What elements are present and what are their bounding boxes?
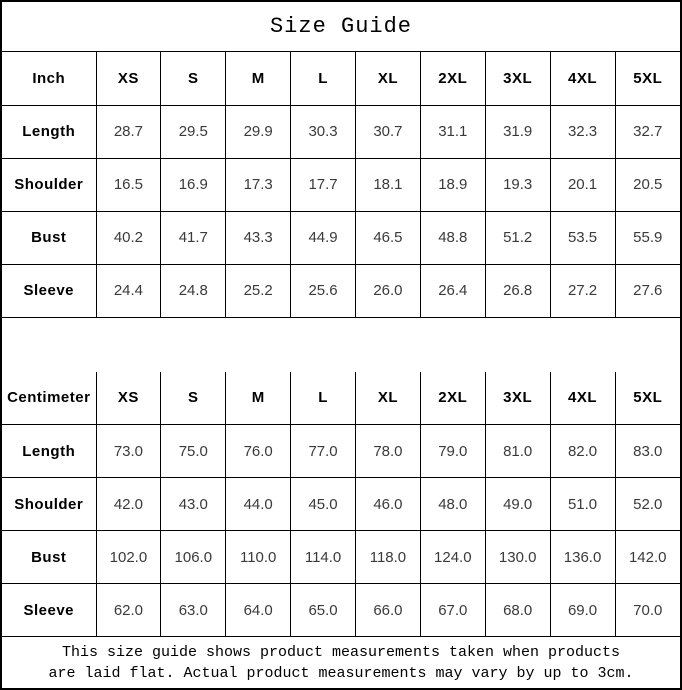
measurement-cell: 32.7 bbox=[615, 105, 680, 158]
measurement-cell: 16.9 bbox=[161, 158, 226, 211]
measurement-cell: 51.2 bbox=[485, 211, 550, 264]
measurement-row bbox=[2, 158, 680, 211]
row-label-cell: Shoulder bbox=[2, 478, 96, 531]
measurement-cell: 32.3 bbox=[550, 105, 615, 158]
measurement-cell: 26.4 bbox=[420, 264, 485, 317]
size-header-cell: 5XL bbox=[615, 52, 680, 105]
size-header-cell: 2XL bbox=[420, 372, 485, 425]
measurement-cell: 52.0 bbox=[615, 478, 680, 531]
measurement-cell: 110.0 bbox=[226, 531, 291, 584]
measurement-cell: 46.5 bbox=[356, 211, 421, 264]
measurement-row bbox=[2, 478, 680, 531]
measurement-cell: 114.0 bbox=[291, 531, 356, 584]
size-header-cell: L bbox=[291, 372, 356, 425]
measurement-cell: 29.9 bbox=[226, 105, 291, 158]
row-label-cell: Shoulder bbox=[2, 158, 96, 211]
measurement-cell: 46.0 bbox=[356, 478, 421, 531]
unit-label-cell: Inch bbox=[2, 52, 96, 105]
measurement-cell: 44.0 bbox=[226, 478, 291, 531]
measurement-cell: 70.0 bbox=[615, 584, 680, 637]
size-table-inch bbox=[2, 52, 680, 318]
measurement-cell: 130.0 bbox=[485, 531, 550, 584]
measurement-cell: 76.0 bbox=[226, 425, 291, 478]
measurement-cell: 48.0 bbox=[420, 478, 485, 531]
measurement-cell: 17.7 bbox=[291, 158, 356, 211]
measurement-cell: 55.9 bbox=[615, 211, 680, 264]
row-label-cell: Bust bbox=[2, 531, 96, 584]
measurement-cell: 83.0 bbox=[615, 425, 680, 478]
measurement-cell: 43.3 bbox=[226, 211, 291, 264]
measurement-cell: 28.7 bbox=[96, 105, 161, 158]
size-header-cell: M bbox=[226, 372, 291, 425]
measurement-cell: 49.0 bbox=[485, 478, 550, 531]
measurement-row bbox=[2, 264, 680, 317]
measurement-cell: 31.1 bbox=[420, 105, 485, 158]
measurement-cell: 25.2 bbox=[226, 264, 291, 317]
measurement-cell: 79.0 bbox=[420, 425, 485, 478]
unit-label-cell: Centimeter bbox=[2, 372, 96, 425]
measurement-cell: 41.7 bbox=[161, 211, 226, 264]
size-header-cell: S bbox=[161, 52, 226, 105]
measurement-cell: 66.0 bbox=[356, 584, 421, 637]
size-table-centimeter bbox=[2, 372, 680, 638]
measurement-cell: 19.3 bbox=[485, 158, 550, 211]
measurement-row bbox=[2, 425, 680, 478]
size-header-cell: XS bbox=[96, 372, 161, 425]
measurement-cell: 26.8 bbox=[485, 264, 550, 317]
measurement-row bbox=[2, 531, 680, 584]
size-header-cell: 4XL bbox=[550, 372, 615, 425]
footer-note-line: This size guide shows product measurements taken when products bbox=[61, 643, 621, 661]
measurement-cell: 26.0 bbox=[356, 264, 421, 317]
measurement-cell: 16.5 bbox=[96, 158, 161, 211]
measurement-row bbox=[2, 584, 680, 637]
measurement-cell: 24.4 bbox=[96, 264, 161, 317]
size-header-cell: 3XL bbox=[485, 372, 550, 425]
measurement-cell: 40.2 bbox=[96, 211, 161, 264]
measurement-cell: 75.0 bbox=[161, 425, 226, 478]
size-header-cell: L bbox=[291, 52, 356, 105]
measurement-cell: 77.0 bbox=[291, 425, 356, 478]
measurement-cell: 118.0 bbox=[356, 531, 421, 584]
measurement-cell: 44.9 bbox=[291, 211, 356, 264]
measurement-cell: 136.0 bbox=[550, 531, 615, 584]
size-header-row bbox=[2, 372, 680, 425]
measurement-cell: 67.0 bbox=[420, 584, 485, 637]
size-header-cell: S bbox=[161, 372, 226, 425]
measurement-cell: 102.0 bbox=[96, 531, 161, 584]
measurement-row bbox=[2, 211, 680, 264]
measurement-cell: 42.0 bbox=[96, 478, 161, 531]
measurement-cell: 30.7 bbox=[356, 105, 421, 158]
measurement-cell: 31.9 bbox=[485, 105, 550, 158]
measurement-cell: 18.1 bbox=[356, 158, 421, 211]
page-title: Size Guide bbox=[2, 2, 680, 52]
measurement-cell: 25.6 bbox=[291, 264, 356, 317]
row-label-cell: Length bbox=[2, 105, 96, 158]
measurement-cell: 63.0 bbox=[161, 584, 226, 637]
measurement-cell: 24.8 bbox=[161, 264, 226, 317]
size-header-cell: XL bbox=[356, 372, 421, 425]
size-header-cell: 4XL bbox=[550, 52, 615, 105]
measurement-cell: 69.0 bbox=[550, 584, 615, 637]
measurement-cell: 106.0 bbox=[161, 531, 226, 584]
size-header-cell: XS bbox=[96, 52, 161, 105]
measurement-cell: 20.1 bbox=[550, 158, 615, 211]
row-label-cell: Bust bbox=[2, 211, 96, 264]
measurement-cell: 62.0 bbox=[96, 584, 161, 637]
size-header-cell: M bbox=[226, 52, 291, 105]
measurement-cell: 27.6 bbox=[615, 264, 680, 317]
footer-note-line: are laid flat. Actual product measurements may vary by up to 3cm. bbox=[48, 664, 634, 682]
row-label-cell: Sleeve bbox=[2, 584, 96, 637]
size-header-row bbox=[2, 52, 680, 105]
size-header-cell: 3XL bbox=[485, 52, 550, 105]
size-header-cell: 2XL bbox=[420, 52, 485, 105]
measurement-row bbox=[2, 105, 680, 158]
measurement-cell: 27.2 bbox=[550, 264, 615, 317]
size-header-cell: 5XL bbox=[615, 372, 680, 425]
row-label-cell: Length bbox=[2, 425, 96, 478]
measurement-cell: 48.8 bbox=[420, 211, 485, 264]
footer-note bbox=[2, 637, 680, 688]
measurement-cell: 43.0 bbox=[161, 478, 226, 531]
measurement-cell: 124.0 bbox=[420, 531, 485, 584]
measurement-cell: 82.0 bbox=[550, 425, 615, 478]
row-label-cell: Sleeve bbox=[2, 264, 96, 317]
measurement-cell: 142.0 bbox=[615, 531, 680, 584]
table-gap bbox=[2, 318, 680, 372]
measurement-cell: 68.0 bbox=[485, 584, 550, 637]
measurement-cell: 17.3 bbox=[226, 158, 291, 211]
measurement-cell: 29.5 bbox=[161, 105, 226, 158]
measurement-cell: 30.3 bbox=[291, 105, 356, 158]
measurement-cell: 45.0 bbox=[291, 478, 356, 531]
measurement-cell: 53.5 bbox=[550, 211, 615, 264]
measurement-cell: 51.0 bbox=[550, 478, 615, 531]
measurement-cell: 65.0 bbox=[291, 584, 356, 637]
measurement-cell: 78.0 bbox=[356, 425, 421, 478]
measurement-cell: 73.0 bbox=[96, 425, 161, 478]
measurement-cell: 81.0 bbox=[485, 425, 550, 478]
measurement-cell: 20.5 bbox=[615, 158, 680, 211]
measurement-cell: 18.9 bbox=[420, 158, 485, 211]
size-header-cell: XL bbox=[356, 52, 421, 105]
measurement-cell: 64.0 bbox=[226, 584, 291, 637]
